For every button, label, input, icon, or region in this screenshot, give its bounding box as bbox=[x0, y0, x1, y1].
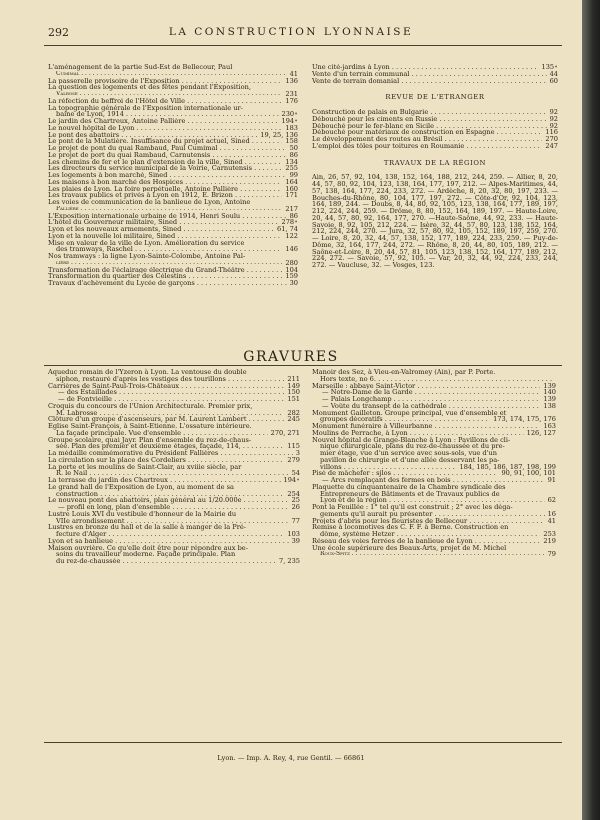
page-ref: 92 bbox=[549, 108, 558, 116]
index-column-1 bbox=[48, 64, 298, 287]
entry-continuation: pavillon de chirurgie et d'une allée desservant les pa- bbox=[320, 455, 500, 464]
index-entry bbox=[48, 152, 298, 159]
page-ref: 92 bbox=[549, 121, 558, 130]
index-entry bbox=[48, 369, 300, 383]
entry-title: Monument Gailleton. Groupe principal, vue d'ensemble et bbox=[312, 408, 507, 417]
book-binding bbox=[582, 0, 600, 820]
index-entry bbox=[312, 116, 558, 123]
index-entry bbox=[48, 138, 298, 145]
page-ref: 163 bbox=[543, 422, 556, 430]
entry-title: Les maisons à bon marché des Hospices . . . bbox=[48, 179, 282, 186]
page-ref: 86 bbox=[289, 150, 298, 159]
page-ref: 39 bbox=[291, 536, 300, 545]
page-ref: 7, 235 bbox=[279, 557, 300, 565]
entry-title: — Notre-Dame de la Garde . . . bbox=[322, 389, 540, 396]
page-ref: 247 bbox=[545, 141, 558, 150]
entry-title: Marseille : abbaye Saint-Victor . . . bbox=[312, 383, 540, 390]
entry-title: Maison ouvrière. Ce qu'elle doit être pour répondre aux be- bbox=[48, 543, 248, 552]
index-entry bbox=[312, 369, 556, 383]
entry-continuation: fecture d'Alger . . . bbox=[56, 531, 284, 538]
index-entry bbox=[48, 423, 300, 437]
entry-title: Le développement des routes au Brésil . . . bbox=[312, 136, 542, 143]
index-entry bbox=[48, 253, 298, 267]
margin-mark: • bbox=[294, 110, 298, 119]
journal-title: LA CONSTRUCTION LYONNAISE bbox=[168, 26, 414, 38]
index-entry bbox=[48, 484, 300, 498]
page-ref: 135 bbox=[541, 63, 555, 71]
page-number: 292 bbox=[48, 26, 69, 39]
revue-etranger-heading: REVUE DE L'ETRANGER bbox=[385, 93, 485, 102]
page-ref: 160 bbox=[285, 184, 298, 193]
page-ref: 41 bbox=[289, 69, 298, 78]
page-ref: 90, 91, 100, 101 bbox=[501, 469, 556, 478]
margin-mark: • bbox=[554, 63, 558, 71]
index-entry bbox=[312, 410, 556, 424]
index-entry bbox=[48, 389, 300, 396]
page-ref: 164 bbox=[285, 177, 298, 186]
entry-title: Remise à locomotives des C. F. F. à Berne. Construction en bbox=[312, 523, 509, 532]
entry-title: Le jardin des Chartreux, Antoine Pallière . . . bbox=[48, 118, 279, 125]
page-ref: 149 bbox=[287, 381, 300, 390]
index-entry bbox=[312, 64, 558, 71]
entry-continuation: siphon, restauré d'après les vestiges des tourillons . . . bbox=[56, 376, 284, 383]
page-ref: 16 bbox=[547, 509, 556, 518]
page-ref: 60 bbox=[549, 76, 558, 85]
index-entry bbox=[48, 497, 300, 504]
page-ref: 61, 74 bbox=[277, 225, 298, 233]
page-ref: 116 bbox=[545, 128, 558, 137]
index-entry bbox=[312, 504, 556, 518]
entry-title: La topographie générale de l'Exposition internationale ur- bbox=[48, 103, 243, 112]
index-entry bbox=[48, 179, 298, 186]
misc-entries bbox=[312, 64, 558, 84]
entry-title: Le nouvel hôpital de Lyon . . . bbox=[48, 125, 282, 132]
index-entry bbox=[48, 105, 298, 119]
entry-title: Une école supérieure des Beaux-Arts, projet de M. Michel bbox=[312, 543, 507, 552]
page-ref: 99 bbox=[289, 171, 298, 179]
index-entry bbox=[48, 213, 298, 220]
index-entry bbox=[312, 389, 556, 396]
page-ref: 278 bbox=[281, 218, 295, 227]
entry-title: Monument funéraire à Villeurbanne . . . bbox=[312, 423, 540, 430]
entry-title: Débouché pour le fer-blanc en Sicile . . . bbox=[312, 123, 547, 130]
page-ref: 253 bbox=[543, 530, 556, 538]
entry-title: La porte et les moulins de Saint-Clair, au xviiie siècle, par bbox=[48, 462, 242, 471]
page-ref: 138 bbox=[543, 401, 556, 410]
entry-continuation: villons . . . bbox=[320, 464, 457, 471]
index-entry bbox=[312, 423, 556, 430]
page-ref: 26 bbox=[291, 503, 300, 511]
index-entry bbox=[48, 240, 298, 254]
index-entry bbox=[312, 136, 558, 143]
entry-continuation: Valrose . . . bbox=[56, 91, 282, 98]
page-ref: 139 bbox=[543, 381, 556, 390]
page-ref: 30 bbox=[289, 279, 298, 287]
page-ref: 219 bbox=[543, 536, 556, 545]
page-ref: 254 bbox=[287, 489, 300, 498]
page-ref: 50 bbox=[289, 144, 298, 152]
page-ref: 194 bbox=[281, 117, 295, 125]
entry-continuation: lière . . . bbox=[56, 260, 282, 267]
page-ref: 146 bbox=[285, 245, 298, 254]
index-entry bbox=[48, 84, 298, 98]
entry-title: Débouché pour matériaux de construction en Espagne . . . bbox=[312, 129, 542, 136]
page-ref: 176 bbox=[285, 96, 298, 105]
page-ref: 92 bbox=[549, 114, 558, 123]
entry-continuation: des tramways, Raschel . . . bbox=[56, 246, 282, 253]
page-ref: 134 bbox=[285, 157, 298, 166]
page-ref: 245 bbox=[287, 415, 300, 424]
page-ref: 104 bbox=[285, 265, 298, 274]
index-entry bbox=[312, 78, 558, 85]
index-entry bbox=[48, 145, 298, 152]
entry-continuation: R. le Nail . . . bbox=[56, 470, 289, 477]
entry-title: La question des logements et des fêtes pendant l'Exposition, bbox=[48, 83, 251, 92]
index-entry bbox=[48, 226, 298, 233]
entry-continuation: Roux-Spitz . . . bbox=[320, 551, 545, 558]
running-header bbox=[0, 26, 582, 42]
page-ref: 270, 271 bbox=[270, 428, 300, 437]
entry-continuation: gements qu'il aurait pu présenter . . . bbox=[320, 511, 545, 518]
entry-title: Moulins de Perrache, à Lyon . . . bbox=[312, 430, 524, 437]
entry-title: Les plaies de Lyon. La foire perpétuelle, Antoine Pallière . . . bbox=[48, 186, 282, 193]
entry-continuation: construction . . . bbox=[56, 491, 284, 498]
index-entry bbox=[48, 132, 298, 139]
index-entry bbox=[312, 109, 558, 116]
page-ref: 159 bbox=[285, 272, 298, 281]
entry-title: Pont la Feuillée : 1° tel qu'il est construit ; 2° avec les déga- bbox=[312, 503, 513, 511]
entry-title: — profil en long, plan d'ensemble . . . bbox=[58, 504, 289, 511]
index-entry bbox=[48, 118, 298, 125]
entry-title: Les logements à bon marché, Sined . . . bbox=[48, 172, 287, 179]
index-entry bbox=[48, 165, 298, 172]
page-ref: 140 bbox=[543, 388, 556, 397]
printer-imprint: Lyon. — Imp. A. Rey, 4, rue Gentil. — 66861 bbox=[217, 754, 365, 762]
entry-title: Nouvel hôpital de Grange-Blanche à Lyon : Pavillons de cli- bbox=[312, 435, 511, 444]
index-entry bbox=[48, 383, 300, 390]
entry-title: Manoir des Sez, à Vieu-en-Valromey (Ain), par P. Porte. bbox=[312, 368, 496, 376]
entry-title: Lyon et les nouveaux armements, Sined . . . bbox=[48, 226, 274, 233]
page-ref: 115 bbox=[287, 442, 300, 451]
index-entry bbox=[312, 524, 556, 538]
entry-title: Groupe scolaire, quai Jayr. Plan d'ensemble du rez-de-chaus- bbox=[48, 435, 252, 444]
margin-mark: • bbox=[296, 476, 300, 484]
entry-continuation: dôme, système Hetzer . . . bbox=[320, 531, 540, 538]
entry-title: Le projet de pont du quai Rambaud, Paul Cumimal . . . bbox=[48, 145, 287, 152]
entry-title: Pisé de mâchefer : sjlos . . . bbox=[312, 470, 498, 477]
entry-title: Réseau des voies ferrées de la banlieue de Lyon . . . bbox=[312, 538, 540, 545]
index-entry bbox=[48, 524, 300, 538]
entry-title: Le projet de port du quai Rambaud, Carnutensis . . . bbox=[48, 152, 287, 159]
entry-title: Croquis du concours de l'Union Architecturale. Premier prix, bbox=[48, 401, 253, 410]
gravures-column-1 bbox=[48, 369, 300, 565]
index-entry bbox=[48, 403, 300, 417]
entry-title: Les voies de communication de la banlieue de Lyon, Antoine bbox=[48, 198, 251, 206]
entry-title: — Voûte du transept de la cathédrale . . . bbox=[322, 403, 540, 410]
entry-title: La réfection du beffroi de l'Hôtel de Ville . . . bbox=[48, 98, 282, 105]
page-ref: 194 bbox=[283, 476, 297, 484]
entry-title: La médaille commémorative du Président Fallières . . . bbox=[48, 450, 293, 457]
page-ref: 91 bbox=[547, 476, 556, 484]
page-ref: 136 bbox=[285, 76, 298, 85]
entry-title: Les chemins de fer et le plan d'extension de la ville, Sined . . . bbox=[48, 159, 282, 166]
index-entry bbox=[312, 383, 556, 390]
travaux-region-heading: TRAVAUX DE LA RÉGION bbox=[383, 158, 487, 167]
entry-title: La terrasse du jardin des Chartreux . . . bbox=[48, 477, 281, 484]
page-ref: 270 bbox=[545, 135, 558, 143]
entry-title: — de Fontvieille . . . bbox=[58, 396, 284, 403]
entry-title: Carrières de Saint-Paul-Trois-Châteaux . . . bbox=[48, 383, 284, 390]
margin-mark: • bbox=[294, 218, 298, 227]
page-ref: 231 bbox=[285, 90, 298, 98]
page-ref: 19, 25, 136 bbox=[260, 130, 298, 139]
page-ref: 41 bbox=[547, 516, 556, 525]
entry-title: Eglise Saint-François, à Saint-Etienne. L'ossature intérieure. bbox=[48, 422, 252, 430]
index-entry bbox=[48, 64, 298, 78]
index-entry bbox=[48, 159, 298, 166]
region-text: Ain, 26, 57, 92, 104, 138, 152, 164, 188, 212, 244, 259. — Allier, 8, 20, 44, 57, 80, 92, 104, 123, 138, 164, 177, 197, 212. — Alpes-Maritimes, 44, 57, 138, 164, 177, 224, 233, 272. — Ardèche, 8, 20, 32, 80, 197, 233. — Bouches-du-Rhône, 80, 104, 177, 197, 272. — Côte-d'Or, 92, 104, 123, 164, 189, 244. — Doubs, 8, 44, 80, 92, 105, 123, 138, 164, 177, 189, 197, 212, 224, 244, 259. — Drôme, 8, 80, 152, 164, 189, 197. — Haute-Loire, 20, 44, 57, 80, 92, 164, 177, 270. —Haute-Saône, 44, 92, 233. — Haute-Savoie, 8, 92, 105, 212, 224. — Isère, 32, 44, 57, 80, 123, 138, 152, 164, 212, 224, 244, 270. — Jura, 32, 57, 80, 92, 105, 152, 189, 197, 259, 270. — Loire, 8, 20, 32, 44, 57, 138, 152, 177, 189, 224, 233, 259. — Puy-de-Dôme, 32, 164, 177, 244, 272. — Rhône, 8, 20, 44, 80, 105, 189, 212. — Saône-et-Loire, 8, 20, 44, 57, 81, 105, 123, 138, 152, 164, 177, 189, 212, 224, 272. — Savoie, 57, 92, 105. — Var, 20, 32, 44, 92, 224, 233, 244, 272. — Vaucluse, 32. — Vosges, 123. bbox=[312, 173, 558, 269]
index-entry bbox=[48, 172, 298, 179]
entry-continuation: Pallière . . . bbox=[56, 206, 282, 213]
index-entry bbox=[312, 129, 558, 136]
index-entry bbox=[48, 199, 298, 213]
index-entry bbox=[312, 470, 556, 477]
entry-title: Les directeurs du service municipal de la Voirie, Carnutensis . . . bbox=[48, 165, 282, 172]
gravures-rule bbox=[44, 365, 562, 366]
page-ref: 54 bbox=[291, 469, 300, 478]
page-ref: 122 bbox=[285, 231, 298, 240]
entry-title: Clôture d'un groupe d'ascenseurs, par M. Laurent Lambert . . . bbox=[48, 416, 284, 423]
index-entry bbox=[48, 450, 300, 457]
entry-title: Lyon et la nouvelle loi militaire, Sined . . . bbox=[48, 233, 282, 240]
page-ref: 103 bbox=[287, 530, 300, 538]
index-entry bbox=[312, 143, 558, 150]
entry-title: Transformation de l'éclairage électrique du Grand-Théâtre . . . bbox=[48, 267, 282, 274]
page-ref: 211 bbox=[287, 374, 300, 383]
page-ref: 139 bbox=[543, 395, 556, 403]
entry-title: — Palais Longchamp . . . bbox=[322, 396, 540, 403]
index-entry bbox=[312, 484, 556, 504]
page-ref: 184, 185, 186, 187, 198, 199 bbox=[459, 462, 556, 471]
page-ref: 62 bbox=[547, 496, 556, 505]
entry-title: Transformation du quartier des Célestins . . . bbox=[48, 273, 282, 280]
page-ref: 44 bbox=[549, 69, 558, 78]
entry-title: Le pont de la Mulatière. Insuffisance du projet actuel, Sined . . . bbox=[48, 138, 282, 145]
entry-title: Aqueduc romain de l'Yzeron à Lyon. La ventouse du double bbox=[48, 368, 247, 376]
entry-title: L'emploi des tôles pour toitures en Roumanie . . . bbox=[312, 143, 542, 150]
entry-title: Lustres en bronze du hall et de la salle à manger de la Pré- bbox=[48, 523, 246, 532]
entry-title: Lustre Louis XVI du vestibule d'honneur de la Mairie du bbox=[48, 509, 237, 518]
page-ref: 282 bbox=[287, 408, 300, 417]
index-entry bbox=[48, 267, 298, 274]
page-ref: 151 bbox=[287, 395, 300, 403]
entry-title: Projets d'abris pour les fleuristes de Bellecour . . . bbox=[312, 518, 545, 525]
page-ref: 171 bbox=[285, 191, 298, 200]
margin-mark: • bbox=[294, 117, 298, 125]
entry-title: Une cité-jardins à Lyon . . . bbox=[312, 64, 539, 71]
page-ref: 217 bbox=[285, 204, 298, 213]
entry-continuation: baine de Lyon, 1914 . . . bbox=[56, 111, 279, 118]
gravures-title: GRAVURES bbox=[243, 349, 339, 365]
entry-title: L'hôtel du Gouverneur militaire, Sined . . . bbox=[48, 219, 279, 226]
entry-continuation: sée. Plan des premier et deuxième étages, façade, 114, . . . bbox=[56, 443, 284, 450]
page-ref: 280 bbox=[285, 258, 298, 267]
page-ref: 230 bbox=[281, 110, 295, 119]
page-ref: 255 bbox=[285, 164, 298, 173]
entry-title: La passerelle provisoire de l'Exposition . . . bbox=[48, 78, 282, 85]
entry-title: — des Estaillades . . . bbox=[58, 389, 284, 396]
entry-continuation: du rez-de-chaussée . . . bbox=[56, 558, 276, 565]
entry-continuation: soins du travailleur moderne. Façade principale. Plan bbox=[56, 550, 236, 559]
entry-continuation: Lyon et de la région . . . bbox=[320, 497, 545, 504]
entry-continuation: groupes décoratifs . . . bbox=[320, 416, 490, 423]
entry-title: La circulation sur la place des Cordeliers . . . bbox=[48, 457, 284, 464]
index-entry bbox=[312, 437, 556, 471]
entry-title: L'aménagement de la partie Sud-Est de Bellecour, Paul bbox=[48, 63, 233, 71]
entry-title: Plaquette du cinquantenaire de la Chambre syndicale des bbox=[312, 482, 506, 491]
entry-continuation: VIIe arrondissement . . . bbox=[56, 518, 289, 525]
page-ref: 150 bbox=[287, 388, 300, 397]
index-entry bbox=[312, 123, 558, 130]
entry-title: Lyon et sa banlieue . . . bbox=[48, 538, 289, 545]
page-ref: 279 bbox=[287, 455, 300, 464]
entry-title: Mise en valeur de la ville de Lyon. Amélioration du service bbox=[48, 238, 245, 247]
entry-continuation: Entrepreneurs de Bâtiments et de Travaux publics de bbox=[320, 489, 500, 498]
entry-title: Le pont des abattoirs . . . bbox=[48, 132, 257, 139]
entry-continuation: Hors texte, no 6. . . . bbox=[320, 376, 553, 383]
entry-title: Vente de terrain domanial . . . bbox=[312, 78, 547, 85]
index-entry bbox=[48, 186, 298, 193]
page-ref: 158 bbox=[285, 137, 298, 146]
index-entry bbox=[48, 219, 298, 226]
page-ref: 183 bbox=[285, 123, 298, 132]
page-ref: 79 bbox=[547, 550, 556, 559]
page-ref: 126, 127 bbox=[526, 428, 556, 437]
index-entry bbox=[312, 71, 558, 78]
entry-continuation: Cumimal . . . bbox=[56, 71, 287, 78]
entry-title: Le grand hall de l'Exposition de Lyon, au moment de sa bbox=[48, 482, 234, 491]
index-entry bbox=[312, 545, 556, 559]
index-entry bbox=[48, 437, 300, 451]
index-entry bbox=[48, 273, 298, 280]
page-ref: 173, 174, 175, 176 bbox=[493, 415, 556, 424]
entry-continuation: nique chirurgicale, plans du rez-de-chaussée et du pre- bbox=[320, 442, 505, 451]
page-ref: 86 bbox=[289, 211, 298, 220]
entry-continuation: mier étage, vue d'un service avec sous-sols, vue d'un bbox=[320, 449, 497, 457]
entry-title: Travaux d'achèvement du Lycée de garçons . . . bbox=[48, 280, 287, 287]
page-ref: 25 bbox=[291, 496, 300, 505]
entry-title: Nos tramways : la ligne Lyon-Sainte-Colombe, Antoine Pal- bbox=[48, 252, 246, 260]
entry-title: L'Exposition internationale urbaine de 1914, Henri Soulu . . . bbox=[48, 213, 287, 220]
entry-title: Construction de palais en Bulgarie . . . bbox=[312, 109, 547, 116]
revue-entries bbox=[312, 109, 558, 150]
entry-title: Vente d'un terrain communal . . . bbox=[312, 71, 547, 78]
entry-title: — Arcs remplaçant des fermes en bois . . . bbox=[322, 477, 545, 484]
index-entry bbox=[48, 280, 298, 287]
footer-rule bbox=[44, 742, 562, 743]
index-entry bbox=[312, 396, 556, 403]
index-entry bbox=[48, 545, 300, 565]
index-column-2 bbox=[312, 64, 558, 269]
gravures-column-2 bbox=[312, 369, 556, 558]
entry-continuation: La façade principale. Vue d'ensemble . . . bbox=[56, 430, 268, 437]
entry-title: Le nouveau pont des abattoirs, plan général au 1/20.000e . . . bbox=[48, 497, 289, 504]
page-ref: 77 bbox=[291, 516, 300, 525]
page-ref: 3 bbox=[295, 449, 300, 457]
entry-title: Les travaux publics et privés à Lyon en 1912, E. Brizon . . . bbox=[48, 192, 282, 199]
entry-continuation: M. Labrosse . . . bbox=[56, 410, 284, 417]
entry-title: Débouché pour les ciments en Russie . . . bbox=[312, 116, 547, 123]
index-entry bbox=[48, 464, 300, 478]
header-rule bbox=[44, 45, 562, 46]
